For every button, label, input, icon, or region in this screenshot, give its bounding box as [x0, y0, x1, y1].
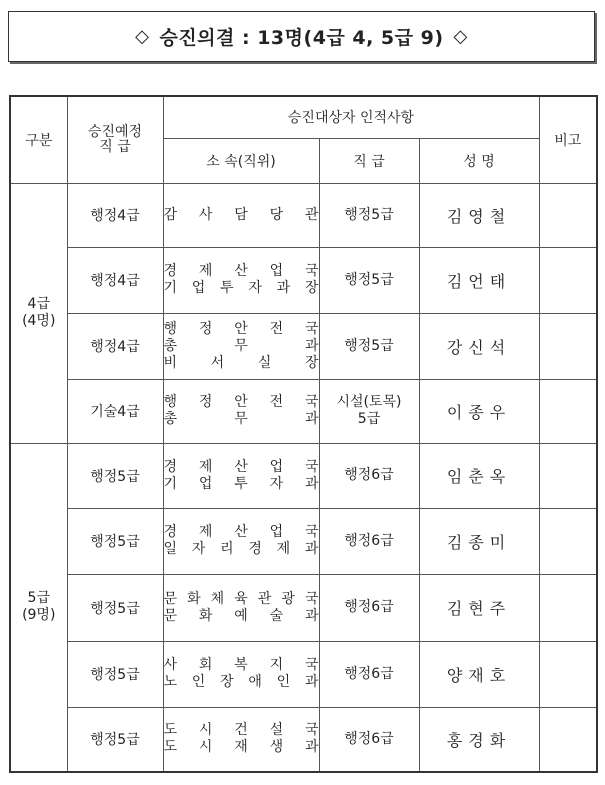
affiliation-line: 노 인 장 애 인 과: [163, 674, 319, 690]
affiliation-cell: [163, 247, 319, 313]
affiliation-line: 사 회 복 지 국: [163, 657, 319, 673]
current-grade-cell: [319, 247, 419, 313]
current-grade-cell: [319, 183, 419, 247]
name-cell: 임춘옥: [419, 443, 539, 508]
target-grade-cell: 행정4급: [67, 183, 163, 247]
affiliation-cell: [163, 508, 319, 574]
page-title: [8, 11, 595, 62]
current-grade-line: 행정6급: [344, 532, 394, 549]
current-grade-line: 행정6급: [344, 467, 394, 483]
header-target-grade: [67, 96, 163, 183]
table-row: [10, 379, 597, 443]
table-row: [10, 641, 597, 707]
current-grade-line: 행정5급: [344, 271, 394, 288]
target-grade-cell: 행정5급: [67, 641, 163, 707]
affiliation-cell: [163, 641, 319, 707]
title-text: 승진의결 : 13명(4급 4, 5급 9): [159, 27, 444, 49]
table-body: [10, 183, 597, 772]
remarks-cell: [539, 641, 597, 707]
affiliation-cell: [163, 313, 319, 379]
affiliation-line: 경 제 산 업 국: [163, 263, 319, 279]
current-grade-cell: [319, 443, 419, 508]
header-target-grade-line1: 승진예정: [87, 123, 143, 140]
affiliation-cell: [163, 707, 319, 772]
table-row: [10, 508, 597, 574]
target-grade-cell: 행정5급: [67, 443, 163, 508]
remarks-cell: [539, 443, 597, 508]
table-row: [10, 443, 597, 508]
remarks-cell: [539, 183, 597, 247]
group-label: [10, 183, 67, 443]
current-grade-line: 시설(토목): [336, 394, 402, 410]
remarks-cell: [539, 707, 597, 772]
current-grade-line: 행정5급: [344, 206, 394, 223]
name-cell: 김종미: [419, 508, 539, 574]
header-remarks: 비고: [539, 96, 597, 183]
affiliation-cell: [163, 443, 319, 508]
affiliation-line: 기 업 투 자 과: [163, 475, 319, 492]
group-label-label-line1: 5급: [27, 590, 50, 607]
name-cell: 김현주: [419, 574, 539, 641]
affiliation-line: 행 정 안 전 국: [163, 394, 319, 410]
header-affiliation: 소 속(직위): [163, 138, 319, 183]
target-grade-cell: 기술4급: [67, 379, 163, 443]
affiliation-line: 도 시 재 생 과: [163, 739, 319, 756]
current-grade-line: 행정6급: [344, 599, 394, 615]
name-cell: 김언태: [419, 247, 539, 313]
name-cell: 양재호: [419, 641, 539, 707]
header-current-grade: 직 급: [319, 138, 419, 183]
affiliation-cell: [163, 183, 319, 247]
current-grade-line: 5급: [357, 411, 381, 427]
header-target-grade-line2: 직 급: [99, 138, 131, 155]
current-grade-cell: [319, 508, 419, 574]
affiliation-line: 행 정 안 전 국: [163, 320, 319, 337]
header-name: 성 명: [419, 138, 539, 183]
affiliation-line: 총 무 과: [163, 411, 319, 427]
diamond-icon: ◇: [135, 26, 150, 47]
name-cell: 이종우: [419, 379, 539, 443]
affiliation-line: 일 자 리 경 제 과: [163, 541, 319, 557]
affiliation-line: 비 서 실 장: [163, 354, 319, 371]
target-grade-cell: 행정5급: [67, 574, 163, 641]
current-grade-cell: [319, 379, 419, 443]
current-grade-cell: [319, 707, 419, 772]
current-grade-cell: [319, 641, 419, 707]
affiliation-line: 경 제 산 업 국: [163, 524, 319, 540]
target-grade-cell: 행정5급: [67, 508, 163, 574]
remarks-cell: [539, 508, 597, 574]
target-grade-cell: 행정4급: [67, 247, 163, 313]
group-label-label-line2: (4명): [22, 313, 56, 329]
affiliation-cell: [163, 574, 319, 641]
current-grade-line: 행정6급: [344, 665, 394, 682]
group-label-label-line2: (9명): [22, 607, 56, 624]
current-grade-cell: [319, 313, 419, 379]
header-candidate-info: 승진대상자 인적사항: [163, 96, 539, 138]
group-label-label-line1: 4급: [27, 296, 50, 312]
remarks-cell: [539, 574, 597, 641]
affiliation-line: 총 무 과: [163, 337, 319, 354]
table-row: [10, 247, 597, 313]
affiliation-line: 감 사 담 당 관: [163, 206, 319, 223]
affiliation-cell: [163, 379, 319, 443]
diamond-icon: ◇: [453, 26, 468, 47]
current-grade-line: 행정6급: [344, 730, 394, 747]
name-cell: 강신석: [419, 313, 539, 379]
table-row: [10, 707, 597, 772]
target-grade-cell: 행정5급: [67, 707, 163, 772]
affiliation-line: 경 제 산 업 국: [163, 458, 319, 475]
current-grade-line: 행정5급: [344, 337, 394, 354]
remarks-cell: [539, 379, 597, 443]
table-row: [10, 313, 597, 379]
affiliation-line: 도 시 건 설 국: [163, 722, 319, 739]
target-grade-cell: 행정4급: [67, 313, 163, 379]
affiliation-line: 문 화 체 육 관 광 국: [163, 590, 319, 607]
affiliation-line: 기 업 투 자 과 장: [163, 280, 319, 296]
remarks-cell: [539, 313, 597, 379]
header-category: 구분: [10, 96, 67, 183]
name-cell: 홍경화: [419, 707, 539, 772]
current-grade-cell: [319, 574, 419, 641]
name-cell: 김영철: [419, 183, 539, 247]
affiliation-line: 문 화 예 술 과: [163, 607, 319, 624]
table-row: [10, 183, 597, 247]
group-label: [10, 443, 67, 772]
table-row: [10, 574, 597, 641]
remarks-cell: [539, 247, 597, 313]
promotion-table: [9, 95, 598, 773]
